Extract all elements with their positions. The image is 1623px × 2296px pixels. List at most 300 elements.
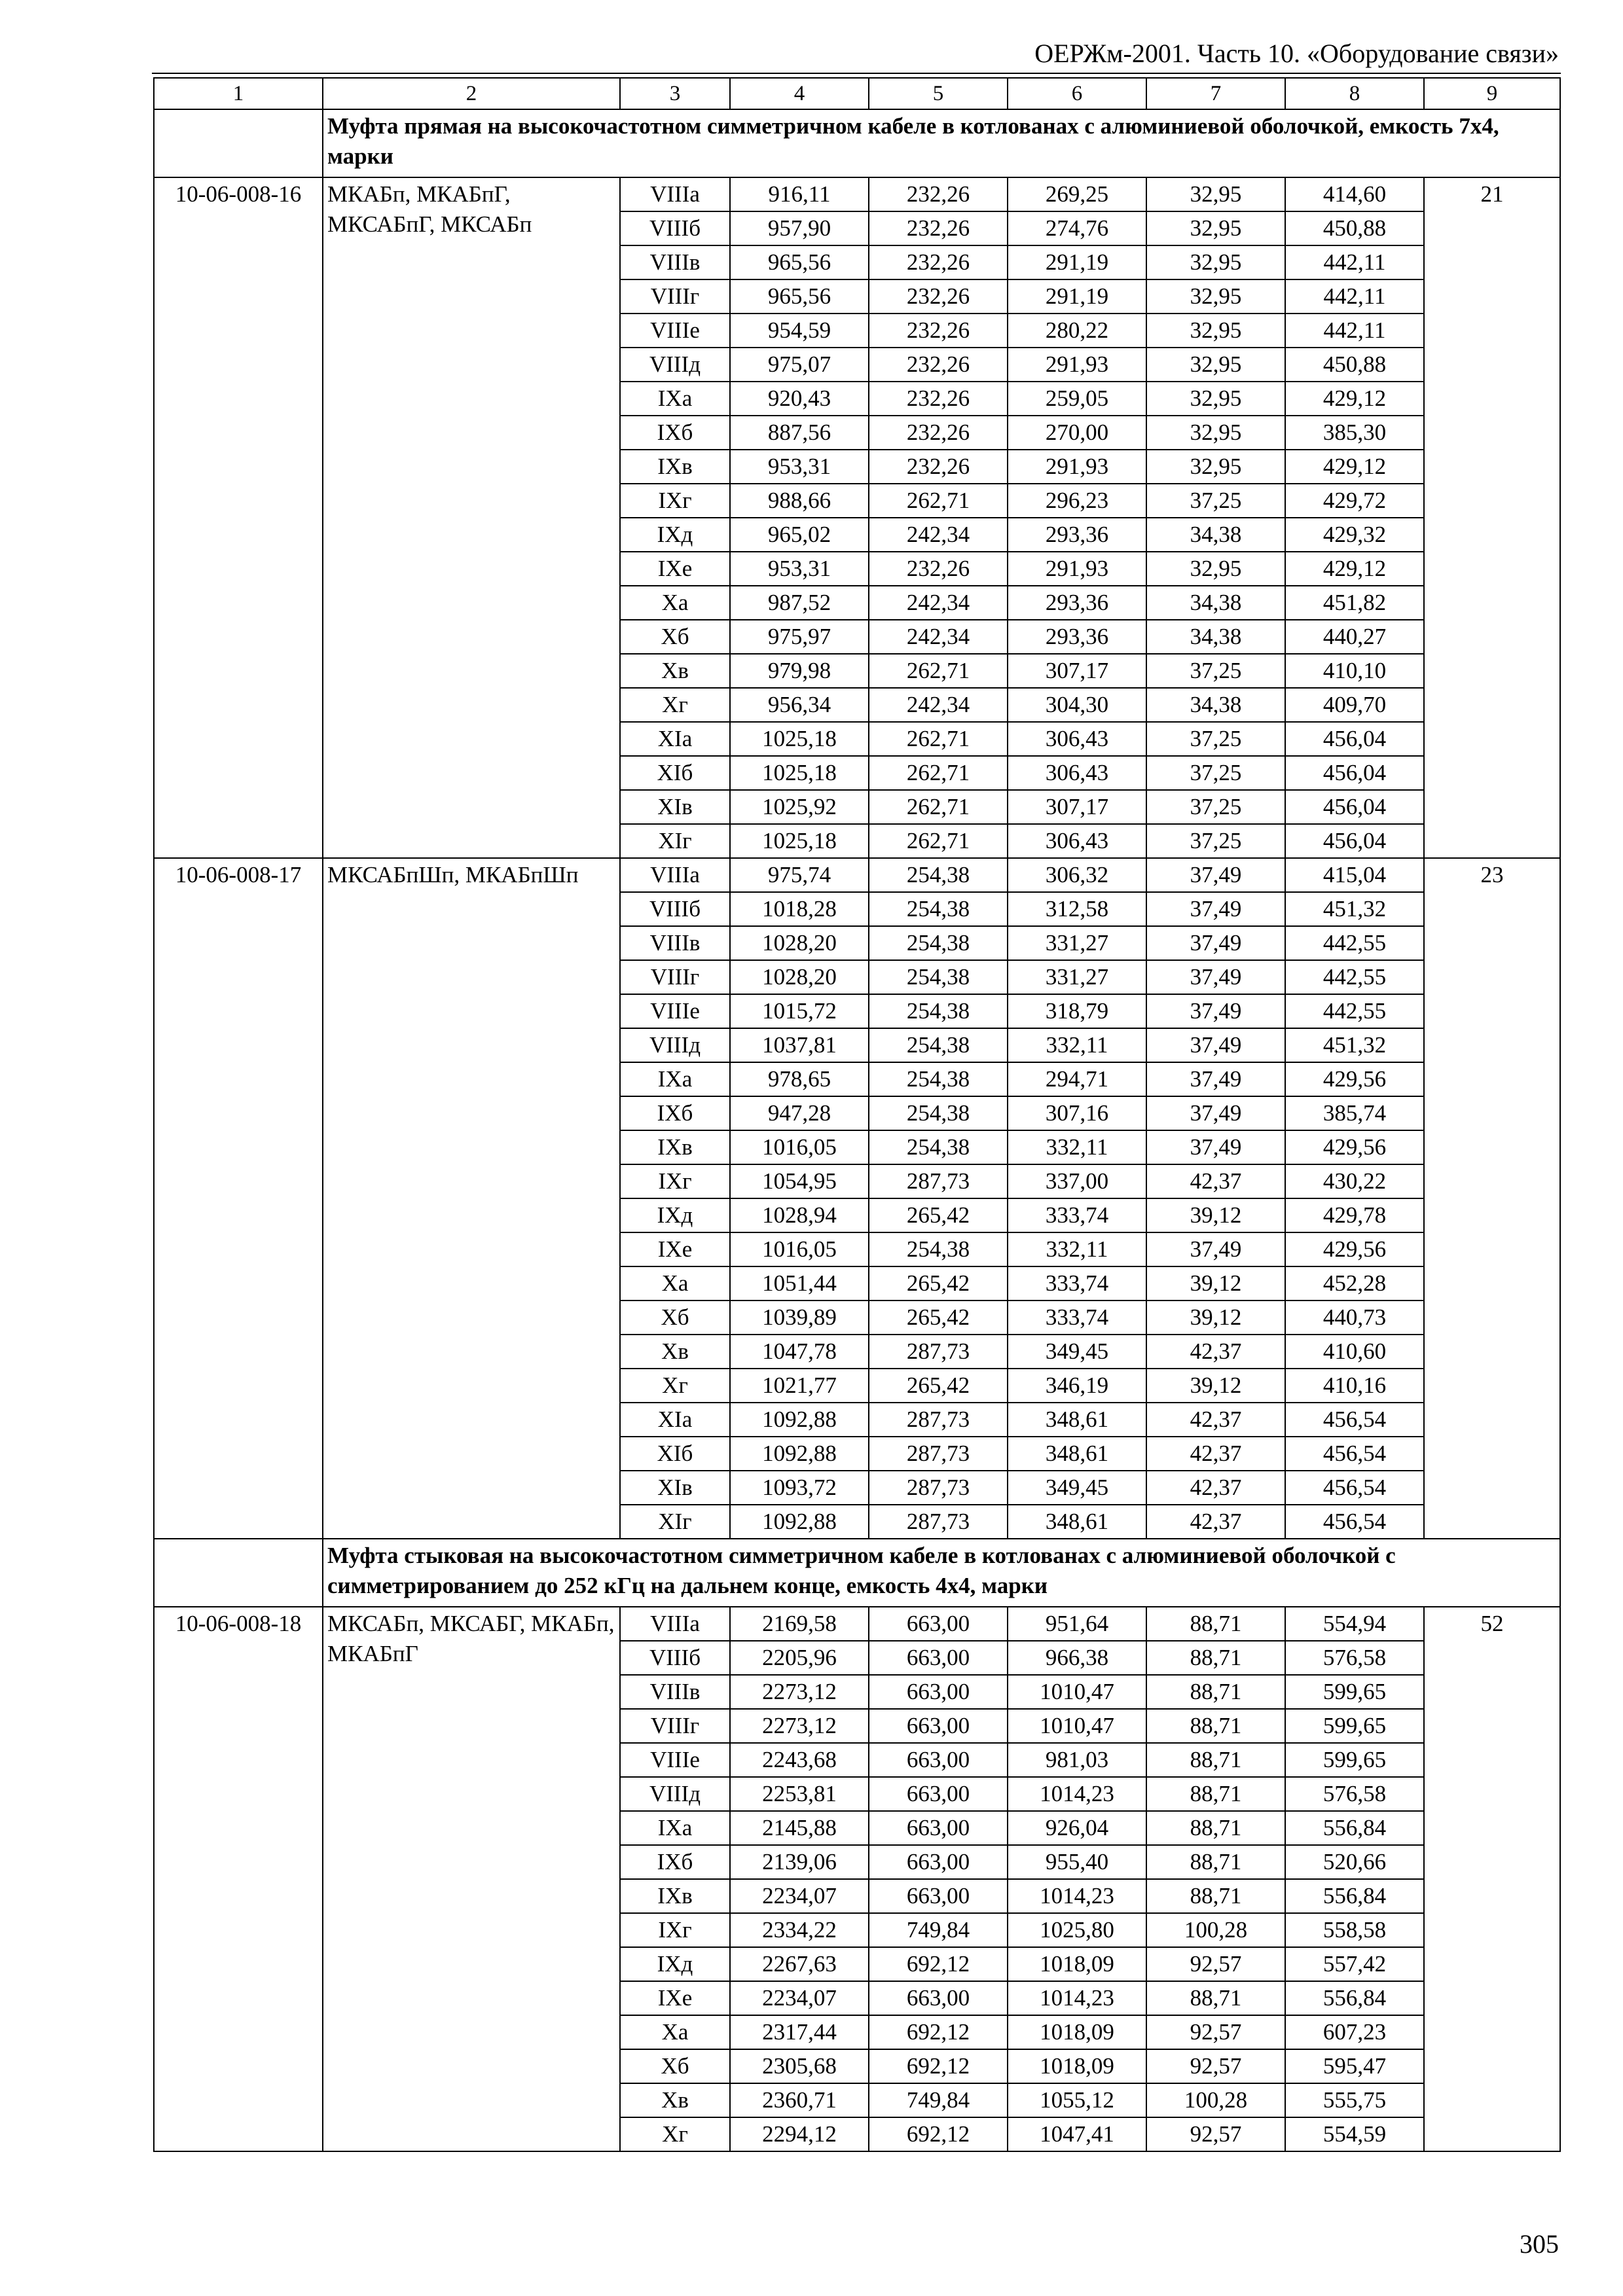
cable-marks: МКАБп, МКАБпГ, МКСАБпГ, МКСАБп	[323, 177, 620, 858]
total-cost: 2273,12	[730, 1675, 869, 1709]
machine-cost: 333,74	[1008, 1198, 1146, 1232]
column-number: 7	[1146, 78, 1285, 109]
machine-cost: 280,22	[1008, 314, 1146, 348]
section-title: Муфта стыковая на высокочастотном симметричном кабеле в котлованах с алюминиевой оболочкой с симметрированием до 252 кГц на дальнем конце, емкость 4х4, марки	[323, 1539, 1560, 1607]
materials-cost: 456,54	[1285, 1471, 1424, 1505]
total-cost: 1021,77	[730, 1369, 869, 1403]
wages-cost: 287,73	[869, 1403, 1008, 1437]
zone-cell: XIа	[620, 1403, 730, 1437]
machinist-wages: 88,71	[1146, 1641, 1285, 1675]
machinist-wages: 37,25	[1146, 654, 1285, 688]
zone-cell: VIIIг	[620, 279, 730, 314]
machine-cost: 306,43	[1008, 722, 1146, 756]
total-cost: 1047,78	[730, 1335, 869, 1369]
wages-cost: 242,34	[869, 586, 1008, 620]
item-code: 10-06-008-17	[154, 858, 323, 1539]
wages-cost: 232,26	[869, 552, 1008, 586]
wages-cost: 254,38	[869, 994, 1008, 1028]
machinist-wages: 100,28	[1146, 2083, 1285, 2117]
machine-cost: 312,58	[1008, 892, 1146, 926]
materials-cost: 607,23	[1285, 2015, 1424, 2049]
machine-cost: 349,45	[1008, 1335, 1146, 1369]
wages-cost: 232,26	[869, 416, 1008, 450]
machinist-wages: 37,49	[1146, 892, 1285, 926]
wages-cost: 254,38	[869, 1130, 1008, 1164]
zone-cell: XIб	[620, 1437, 730, 1471]
zone-cell: Xб	[620, 1300, 730, 1335]
materials-cost: 385,74	[1285, 1096, 1424, 1130]
machinist-wages: 34,38	[1146, 518, 1285, 552]
machine-cost: 332,11	[1008, 1232, 1146, 1266]
materials-cost: 409,70	[1285, 688, 1424, 722]
total-cost: 2273,12	[730, 1709, 869, 1743]
wages-cost: 232,26	[869, 177, 1008, 211]
wages-cost: 663,00	[869, 1709, 1008, 1743]
zone-cell: IXе	[620, 552, 730, 586]
materials-cost: 442,55	[1285, 960, 1424, 994]
labor-norm: 21	[1424, 177, 1560, 858]
machine-cost: 955,40	[1008, 1845, 1146, 1879]
machine-cost: 333,74	[1008, 1300, 1146, 1335]
materials-cost: 429,12	[1285, 552, 1424, 586]
zone-cell: Xг	[620, 1369, 730, 1403]
zone-cell: IXб	[620, 1096, 730, 1130]
materials-cost: 554,94	[1285, 1607, 1424, 1641]
total-cost: 1018,28	[730, 892, 869, 926]
total-cost: 887,56	[730, 416, 869, 450]
materials-cost: 414,60	[1285, 177, 1424, 211]
wages-cost: 262,71	[869, 824, 1008, 858]
materials-cost: 599,65	[1285, 1709, 1424, 1743]
materials-cost: 410,16	[1285, 1369, 1424, 1403]
machinist-wages: 37,25	[1146, 756, 1285, 790]
section-code-cell	[154, 1539, 323, 1607]
machine-cost: 349,45	[1008, 1471, 1146, 1505]
zone-cell: IXб	[620, 416, 730, 450]
section-code-cell	[154, 109, 323, 177]
wages-cost: 749,84	[869, 1913, 1008, 1947]
wages-cost: 232,26	[869, 211, 1008, 245]
machinist-wages: 42,37	[1146, 1437, 1285, 1471]
machine-cost: 306,43	[1008, 824, 1146, 858]
machinist-wages: 88,71	[1146, 1981, 1285, 2015]
machine-cost: 291,19	[1008, 279, 1146, 314]
wages-cost: 287,73	[869, 1437, 1008, 1471]
machinist-wages: 32,95	[1146, 245, 1285, 279]
wages-cost: 254,38	[869, 1232, 1008, 1266]
zone-cell: IXа	[620, 1811, 730, 1845]
machinist-wages: 32,95	[1146, 382, 1285, 416]
materials-cost: 429,56	[1285, 1062, 1424, 1096]
total-cost: 1054,95	[730, 1164, 869, 1198]
machine-cost: 981,03	[1008, 1743, 1146, 1777]
cable-marks: МКСАБпШп, МКАБпШп	[323, 858, 620, 1539]
total-cost: 965,56	[730, 245, 869, 279]
machine-cost: 318,79	[1008, 994, 1146, 1028]
machinist-wages: 92,57	[1146, 2015, 1285, 2049]
machinist-wages: 37,25	[1146, 484, 1285, 518]
zone-cell: XIв	[620, 790, 730, 824]
total-cost: 1051,44	[730, 1266, 869, 1300]
machinist-wages: 34,38	[1146, 620, 1285, 654]
total-cost: 1092,88	[730, 1437, 869, 1471]
materials-cost: 556,84	[1285, 1811, 1424, 1845]
machinist-wages: 88,71	[1146, 1777, 1285, 1811]
machinist-wages: 88,71	[1146, 1675, 1285, 1709]
machinist-wages: 37,49	[1146, 1232, 1285, 1266]
wages-cost: 265,42	[869, 1369, 1008, 1403]
zone-cell: VIIIг	[620, 960, 730, 994]
machinist-wages: 42,37	[1146, 1403, 1285, 1437]
total-cost: 2334,22	[730, 1913, 869, 1947]
wages-cost: 692,12	[869, 1947, 1008, 1981]
zone-cell: IXа	[620, 382, 730, 416]
materials-cost: 556,84	[1285, 1981, 1424, 2015]
column-number: 6	[1008, 78, 1146, 109]
wages-cost: 692,12	[869, 2117, 1008, 2151]
machinist-wages: 88,71	[1146, 1607, 1285, 1641]
wages-cost: 232,26	[869, 279, 1008, 314]
zone-cell: VIIIа	[620, 177, 730, 211]
total-cost: 2139,06	[730, 1845, 869, 1879]
wages-cost: 232,26	[869, 348, 1008, 382]
column-number-row	[154, 78, 1560, 109]
materials-cost: 451,82	[1285, 586, 1424, 620]
machine-cost: 1010,47	[1008, 1709, 1146, 1743]
zone-cell: VIIIв	[620, 1675, 730, 1709]
total-cost: 975,07	[730, 348, 869, 382]
machine-cost: 306,43	[1008, 756, 1146, 790]
materials-cost: 429,56	[1285, 1130, 1424, 1164]
materials-cost: 429,56	[1285, 1232, 1424, 1266]
machinist-wages: 37,49	[1146, 926, 1285, 960]
machine-cost: 332,11	[1008, 1130, 1146, 1164]
machine-cost: 291,93	[1008, 348, 1146, 382]
materials-cost: 450,88	[1285, 211, 1424, 245]
zone-cell: VIIIд	[620, 1028, 730, 1062]
wages-cost: 287,73	[869, 1471, 1008, 1505]
total-cost: 2169,58	[730, 1607, 869, 1641]
zone-cell: IXд	[620, 1947, 730, 1981]
wages-cost: 265,42	[869, 1266, 1008, 1300]
total-cost: 916,11	[730, 177, 869, 211]
wages-cost: 663,00	[869, 1811, 1008, 1845]
zone-cell: Xг	[620, 688, 730, 722]
machine-cost: 1010,47	[1008, 1675, 1146, 1709]
machine-cost: 296,23	[1008, 484, 1146, 518]
machinist-wages: 92,57	[1146, 1947, 1285, 1981]
total-cost: 975,97	[730, 620, 869, 654]
machine-cost: 1014,23	[1008, 1879, 1146, 1913]
machine-cost: 293,36	[1008, 518, 1146, 552]
zone-cell: Xв	[620, 1335, 730, 1369]
total-cost: 1016,05	[730, 1232, 869, 1266]
total-cost: 965,56	[730, 279, 869, 314]
machinist-wages: 37,49	[1146, 1028, 1285, 1062]
wages-cost: 254,38	[869, 892, 1008, 926]
machine-cost: 291,93	[1008, 552, 1146, 586]
machinist-wages: 37,49	[1146, 1130, 1285, 1164]
machine-cost: 293,36	[1008, 586, 1146, 620]
total-cost: 2145,88	[730, 1811, 869, 1845]
wages-cost: 262,71	[869, 722, 1008, 756]
wages-cost: 254,38	[869, 858, 1008, 892]
machinist-wages: 37,25	[1146, 722, 1285, 756]
zone-cell: IXг	[620, 1164, 730, 1198]
materials-cost: 385,30	[1285, 416, 1424, 450]
machinist-wages: 32,95	[1146, 279, 1285, 314]
materials-cost: 429,32	[1285, 518, 1424, 552]
machinist-wages: 32,95	[1146, 348, 1285, 382]
materials-cost: 415,04	[1285, 858, 1424, 892]
machine-cost: 291,19	[1008, 245, 1146, 279]
machine-cost: 1047,41	[1008, 2117, 1146, 2151]
wages-cost: 262,71	[869, 654, 1008, 688]
total-cost: 957,90	[730, 211, 869, 245]
materials-cost: 451,32	[1285, 892, 1424, 926]
zone-cell: VIIIв	[620, 245, 730, 279]
machine-cost: 294,71	[1008, 1062, 1146, 1096]
wages-cost: 692,12	[869, 2049, 1008, 2083]
zone-cell: VIIIа	[620, 1607, 730, 1641]
machinist-wages: 39,12	[1146, 1266, 1285, 1300]
machinist-wages: 32,95	[1146, 211, 1285, 245]
section-header-row	[154, 109, 1560, 177]
total-cost: 975,74	[730, 858, 869, 892]
zone-cell: IXв	[620, 450, 730, 484]
zone-cell: Xб	[620, 620, 730, 654]
materials-cost: 558,58	[1285, 1913, 1424, 1947]
machine-cost: 307,16	[1008, 1096, 1146, 1130]
column-number: 3	[620, 78, 730, 109]
zone-cell: IXв	[620, 1879, 730, 1913]
materials-cost: 410,10	[1285, 654, 1424, 688]
machine-cost: 1014,23	[1008, 1777, 1146, 1811]
total-cost: 987,52	[730, 586, 869, 620]
machinist-wages: 32,95	[1146, 552, 1285, 586]
zone-cell: VIIIб	[620, 1641, 730, 1675]
machine-cost: 304,30	[1008, 688, 1146, 722]
zone-cell: VIIIе	[620, 994, 730, 1028]
zone-cell: IXв	[620, 1130, 730, 1164]
table-row	[154, 177, 1560, 211]
machine-cost: 307,17	[1008, 654, 1146, 688]
total-cost: 2267,63	[730, 1947, 869, 1981]
table-row	[154, 858, 1560, 892]
total-cost: 2234,07	[730, 1879, 869, 1913]
zone-cell: VIIIб	[620, 892, 730, 926]
total-cost: 978,65	[730, 1062, 869, 1096]
item-code: 10-06-008-16	[154, 177, 323, 858]
machinist-wages: 39,12	[1146, 1369, 1285, 1403]
machinist-wages: 34,38	[1146, 688, 1285, 722]
total-cost: 1092,88	[730, 1505, 869, 1539]
wages-cost: 232,26	[869, 450, 1008, 484]
materials-cost: 429,12	[1285, 382, 1424, 416]
machinist-wages: 32,95	[1146, 177, 1285, 211]
labor-norm: 52	[1424, 1607, 1560, 2151]
zone-cell: IXд	[620, 1198, 730, 1232]
zone-cell: IXб	[620, 1845, 730, 1879]
page-number: 305	[1520, 2229, 1559, 2259]
machinist-wages: 37,49	[1146, 960, 1285, 994]
total-cost: 947,28	[730, 1096, 869, 1130]
materials-cost: 520,66	[1285, 1845, 1424, 1879]
zone-cell: VIIIа	[620, 858, 730, 892]
wages-cost: 663,00	[869, 1777, 1008, 1811]
machine-cost: 1014,23	[1008, 1981, 1146, 2015]
wages-cost: 242,34	[869, 688, 1008, 722]
machinist-wages: 32,95	[1146, 314, 1285, 348]
zone-cell: IXе	[620, 1981, 730, 2015]
zone-cell: Xг	[620, 2117, 730, 2151]
machinist-wages: 37,25	[1146, 790, 1285, 824]
zone-cell: Xв	[620, 2083, 730, 2117]
machinist-wages: 37,49	[1146, 1062, 1285, 1096]
materials-cost: 456,04	[1285, 756, 1424, 790]
total-cost: 954,59	[730, 314, 869, 348]
materials-cost: 442,11	[1285, 245, 1424, 279]
wages-cost: 663,00	[869, 1607, 1008, 1641]
materials-cost: 456,04	[1285, 722, 1424, 756]
zone-cell: VIIIг	[620, 1709, 730, 1743]
total-cost: 953,31	[730, 552, 869, 586]
machinist-wages: 42,37	[1146, 1471, 1285, 1505]
zone-cell: IXд	[620, 518, 730, 552]
total-cost: 965,02	[730, 518, 869, 552]
total-cost: 2294,12	[730, 2117, 869, 2151]
zone-cell: XIв	[620, 1471, 730, 1505]
total-cost: 1092,88	[730, 1403, 869, 1437]
machinist-wages: 34,38	[1146, 586, 1285, 620]
wages-cost: 254,38	[869, 1096, 1008, 1130]
total-cost: 1025,18	[730, 824, 869, 858]
materials-cost: 440,73	[1285, 1300, 1424, 1335]
machinist-wages: 42,37	[1146, 1335, 1285, 1369]
zone-cell: VIIIе	[620, 314, 730, 348]
wages-cost: 663,00	[869, 1879, 1008, 1913]
machine-cost: 306,32	[1008, 858, 1146, 892]
total-cost: 979,98	[730, 654, 869, 688]
wages-cost: 232,26	[869, 245, 1008, 279]
column-number: 2	[323, 78, 620, 109]
zone-cell: Xб	[620, 2049, 730, 2083]
materials-cost: 576,58	[1285, 1641, 1424, 1675]
machinist-wages: 42,37	[1146, 1505, 1285, 1539]
wages-cost: 692,12	[869, 2015, 1008, 2049]
machine-cost: 966,38	[1008, 1641, 1146, 1675]
zone-cell: VIIIд	[620, 1777, 730, 1811]
machinist-wages: 100,28	[1146, 1913, 1285, 1947]
total-cost: 2253,81	[730, 1777, 869, 1811]
machinist-wages: 39,12	[1146, 1300, 1285, 1335]
machinist-wages: 88,71	[1146, 1879, 1285, 1913]
zone-cell: IXе	[620, 1232, 730, 1266]
machine-cost: 337,00	[1008, 1164, 1146, 1198]
machinist-wages: 88,71	[1146, 1743, 1285, 1777]
zone-cell: VIIIе	[620, 1743, 730, 1777]
column-number: 1	[154, 78, 323, 109]
total-cost: 1028,20	[730, 926, 869, 960]
zone-cell: VIIIв	[620, 926, 730, 960]
zone-cell: IXг	[620, 484, 730, 518]
machine-cost: 269,25	[1008, 177, 1146, 211]
total-cost: 1016,05	[730, 1130, 869, 1164]
running-header: ОЕРЖм-2001. Часть 10. «Оборудование связи»	[1034, 39, 1559, 68]
wages-cost: 265,42	[869, 1300, 1008, 1335]
materials-cost: 440,27	[1285, 620, 1424, 654]
materials-cost: 450,88	[1285, 348, 1424, 382]
machine-cost: 348,61	[1008, 1437, 1146, 1471]
wages-cost: 242,34	[869, 518, 1008, 552]
wages-cost: 287,73	[869, 1164, 1008, 1198]
machinist-wages: 92,57	[1146, 2049, 1285, 2083]
item-code: 10-06-008-18	[154, 1607, 323, 2151]
materials-cost: 456,54	[1285, 1505, 1424, 1539]
materials-cost: 452,28	[1285, 1266, 1424, 1300]
column-number: 9	[1424, 78, 1560, 109]
materials-cost: 442,55	[1285, 926, 1424, 960]
wages-cost: 287,73	[869, 1505, 1008, 1539]
zone-cell: Xв	[620, 654, 730, 688]
machine-cost: 348,61	[1008, 1505, 1146, 1539]
total-cost: 1037,81	[730, 1028, 869, 1062]
materials-cost: 595,47	[1285, 2049, 1424, 2083]
materials-cost: 442,55	[1285, 994, 1424, 1028]
total-cost: 1025,92	[730, 790, 869, 824]
machinist-wages: 37,25	[1146, 824, 1285, 858]
machine-cost: 307,17	[1008, 790, 1146, 824]
materials-cost: 429,72	[1285, 484, 1424, 518]
materials-cost: 456,54	[1285, 1403, 1424, 1437]
machine-cost: 1018,09	[1008, 2049, 1146, 2083]
materials-cost: 554,59	[1285, 2117, 1424, 2151]
section-header-row	[154, 1539, 1560, 1607]
section-title: Муфта прямая на высокочастотном симметричном кабеле в котлованах с алюминиевой оболочкой, емкость 7х4, марки	[323, 109, 1560, 177]
materials-cost: 576,58	[1285, 1777, 1424, 1811]
machine-cost: 270,00	[1008, 416, 1146, 450]
total-cost: 2205,96	[730, 1641, 869, 1675]
materials-cost: 599,65	[1285, 1743, 1424, 1777]
wages-cost: 663,00	[869, 1845, 1008, 1879]
total-cost: 2360,71	[730, 2083, 869, 2117]
materials-cost: 430,22	[1285, 1164, 1424, 1198]
total-cost: 953,31	[730, 450, 869, 484]
materials-cost: 429,12	[1285, 450, 1424, 484]
column-number: 5	[869, 78, 1008, 109]
machine-cost: 926,04	[1008, 1811, 1146, 1845]
machine-cost: 348,61	[1008, 1403, 1146, 1437]
zone-cell: XIб	[620, 756, 730, 790]
machine-cost: 274,76	[1008, 211, 1146, 245]
wages-cost: 663,00	[869, 1675, 1008, 1709]
machinist-wages: 92,57	[1146, 2117, 1285, 2151]
wages-cost: 232,26	[869, 314, 1008, 348]
machinist-wages: 32,95	[1146, 416, 1285, 450]
machine-cost: 1025,80	[1008, 1913, 1146, 1947]
machine-cost: 346,19	[1008, 1369, 1146, 1403]
total-cost: 2317,44	[730, 2015, 869, 2049]
zone-cell: Xа	[620, 586, 730, 620]
wages-cost: 287,73	[869, 1335, 1008, 1369]
machine-cost: 293,36	[1008, 620, 1146, 654]
wages-cost: 262,71	[869, 484, 1008, 518]
materials-cost: 451,32	[1285, 1028, 1424, 1062]
machine-cost: 1018,09	[1008, 2015, 1146, 2049]
materials-cost: 410,60	[1285, 1335, 1424, 1369]
materials-cost: 557,42	[1285, 1947, 1424, 1981]
zone-cell: IXг	[620, 1913, 730, 1947]
